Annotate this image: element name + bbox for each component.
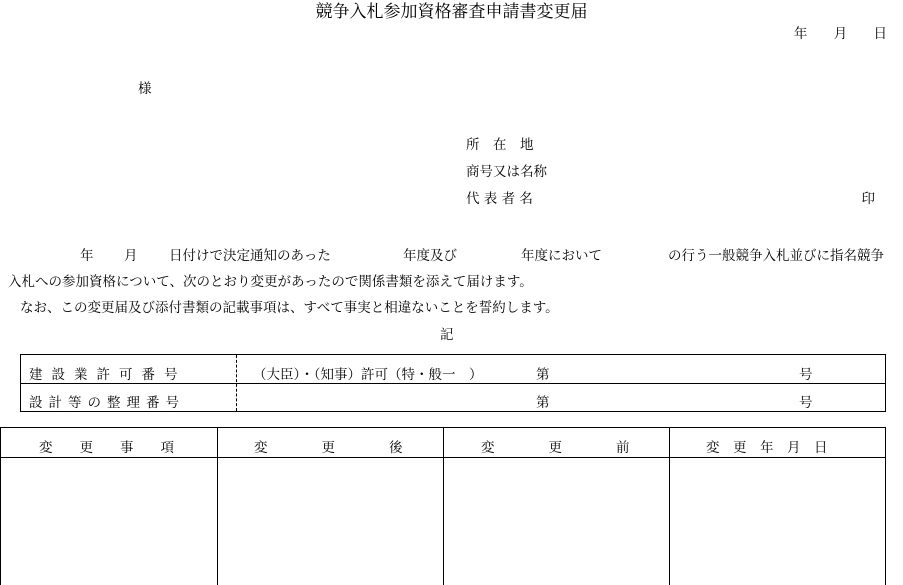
column-divider-2 [443, 428, 444, 585]
body-paragraph-3: なお、この変更届及び添付書類の記載事項は、すべて事実と相違ないことを誓約します。 [20, 300, 559, 316]
permit-go-2: 号 [799, 395, 813, 411]
form-title: 競争入札参加資格審査申請書変更届 [315, 2, 588, 22]
column-divider-3 [669, 428, 670, 585]
body-month: 月 [124, 248, 138, 264]
trade-name-label: 商号又は名称 [466, 164, 547, 180]
permit-table [20, 354, 886, 412]
permit-type: （大臣）・（知事）許可（特・般一 ） [253, 367, 483, 383]
header-change-date: 変 更 年 月 日 [706, 440, 828, 456]
permit-go-1: 号 [799, 367, 813, 383]
date-year: 年 [793, 26, 808, 42]
change-table [0, 427, 886, 585]
permit-dai-1: 第 [536, 367, 550, 383]
permit-label-design: 設計等の整理番号 [29, 395, 185, 411]
body-text-d: の行う一般競争入札並びに指名競争 [668, 248, 884, 264]
permit-label-construction: 建設業許可番号 [29, 367, 187, 383]
permit-row-construction [21, 355, 885, 384]
address-label: 所 在 地 [466, 137, 534, 153]
permit-dai-2: 第 [536, 395, 550, 411]
permit-row-design [21, 383, 885, 411]
body-text-a: 日付けで決定通知のあった [169, 248, 331, 264]
column-divider-1 [217, 428, 218, 585]
body-text-b: 年度及び [403, 248, 457, 264]
body-text-c: 年度において [521, 248, 602, 264]
representative-label: 代 表 者 名 [466, 191, 533, 207]
seal-mark: 印 [861, 191, 875, 207]
addressee-suffix: 様 [138, 81, 152, 97]
date-day: 日 [873, 26, 887, 42]
header-before: 変 更 前 [481, 440, 630, 456]
body-paragraph-2: 入札への参加資格について、次のとおり変更があったので関係書類を添えて届けます。 [8, 274, 533, 290]
header-after: 変 更 後 [254, 440, 403, 456]
body-year: 年 [80, 248, 94, 264]
header-change-item: 変 更 事 項 [39, 440, 174, 456]
date-line [772, 28, 887, 42]
date-month: 月 [833, 26, 848, 42]
permit-divider [236, 355, 237, 411]
ki-marker: 記 [440, 327, 454, 343]
